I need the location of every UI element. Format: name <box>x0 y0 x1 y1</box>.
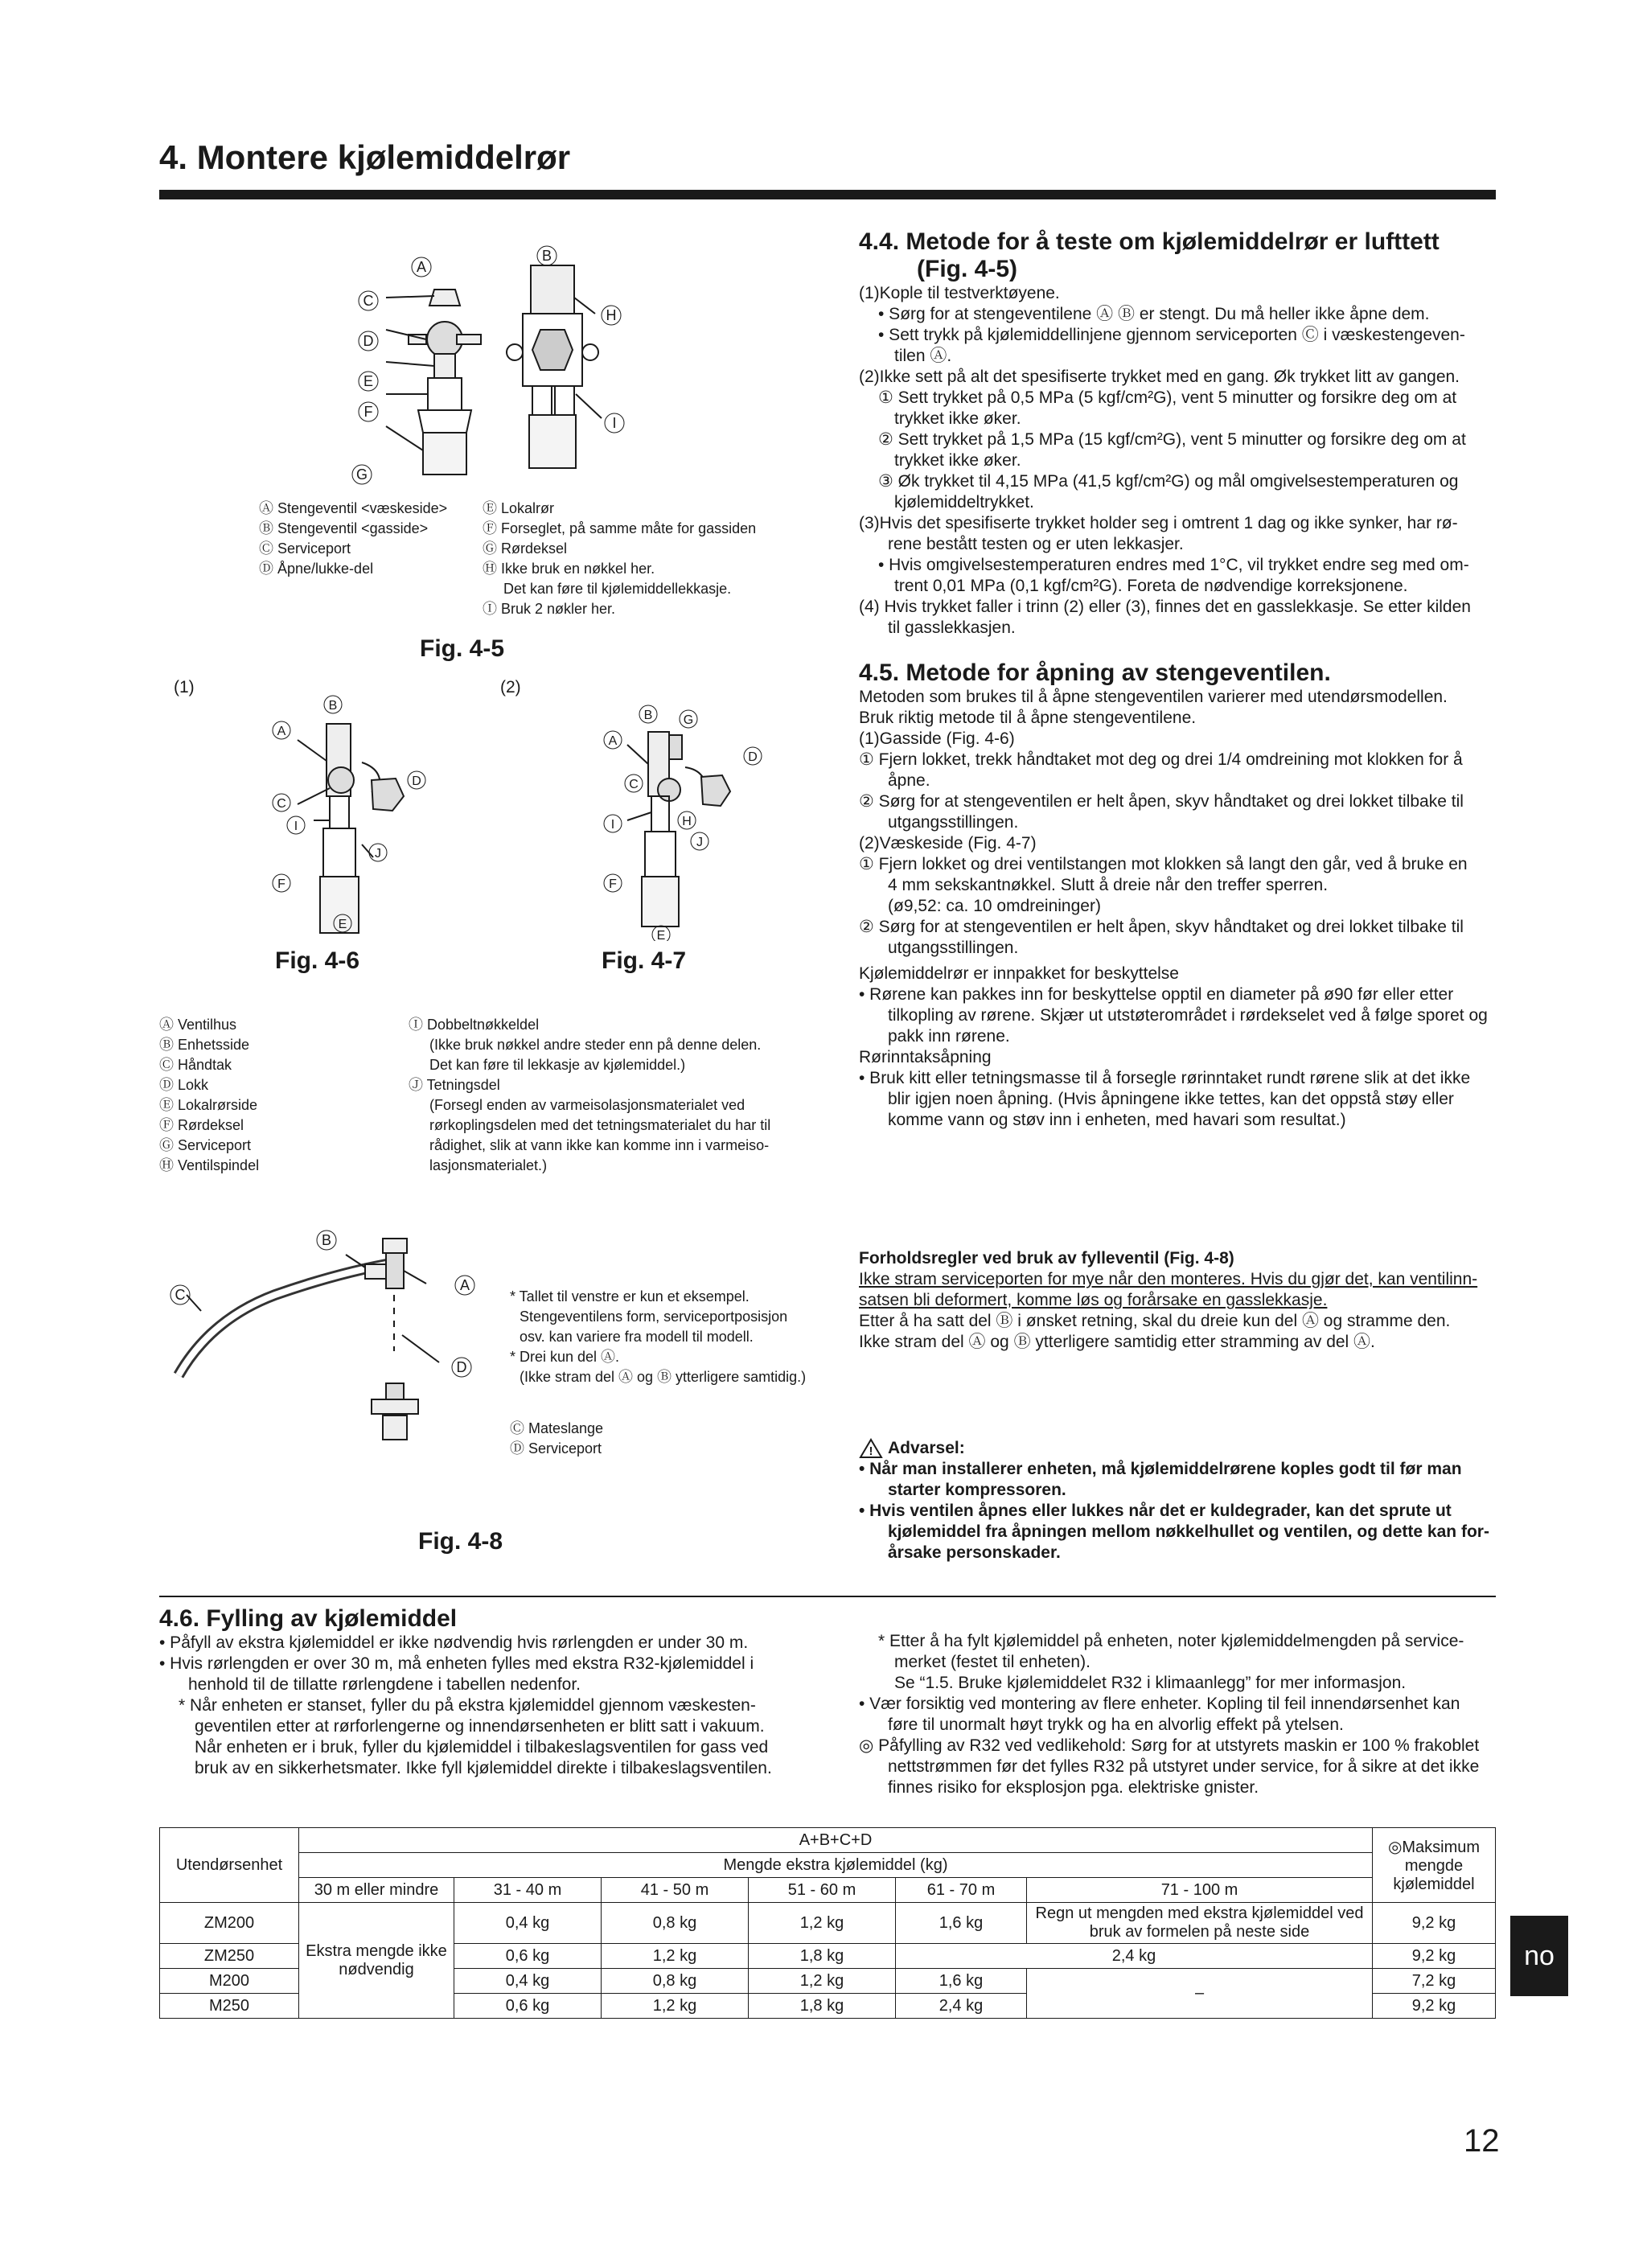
section-4-4-heading-fig: (Fig. 4-5) <box>917 256 1017 282</box>
cell-max: 9,2 kg <box>1373 1994 1496 2019</box>
text-line: starter kompressoren. <box>888 1481 1066 1499</box>
text-line: kjølemiddel fra åpningen mellom nøkkelhullet og ventilen, og dette kan for- <box>888 1522 1489 1541</box>
fig67-legend-left <box>159 1015 259 1176</box>
text-line: * Etter å ha fylt kjølemiddel på enheten, noter kjølemiddelmengden på service- <box>878 1632 1464 1650</box>
cell: 2,4 kg <box>896 1994 1027 2019</box>
refrigerant-table <box>159 1827 1496 2019</box>
fig48-notes <box>510 1287 832 1387</box>
th-range: 31 - 40 m <box>454 1878 602 1903</box>
fig45-label-a: A <box>416 259 427 275</box>
text-line: trykket ikke øker. <box>894 409 1021 428</box>
text-line: • Sett trykk på kjølemiddellinjene gjennom serviceporten Ⓒ i væskestengeven- <box>878 326 1465 344</box>
text-line: ② Sett trykket på 1,5 MPa (15 kgf/cm²G), vent 5 minutter og forsikre deg om at <box>878 430 1466 449</box>
fig48-legend <box>510 1419 603 1459</box>
fig45-caption: Fig. 4-5 <box>420 635 505 662</box>
th-unit: Utendørsenhet <box>160 1828 299 1903</box>
wrap-body <box>859 984 1505 1047</box>
caution-line: Ikke stram del Ⓐ og Ⓑ ytterligere samtidig etter stramming av del Ⓐ. <box>859 1333 1375 1351</box>
cell: 0,6 kg <box>454 1944 602 1969</box>
text-line: (2)Ikke sett på alt det spesifiserte trykket med en gang. Øk trykket litt av gangen. <box>859 368 1460 386</box>
fig-4-7-drawing <box>595 700 788 941</box>
text-line: 4 mm sekskantnøkkel. Slutt å dreie når den treffer sperren. <box>888 876 1329 894</box>
fig47-label-g: G <box>683 713 694 727</box>
section-4-4-body <box>859 283 1505 639</box>
cell-max: 9,2 kg <box>1373 1903 1496 1944</box>
note-line: * Drei kun del Ⓐ. <box>510 1349 620 1365</box>
warning-header <box>859 1438 1505 1459</box>
title-rule <box>159 190 1496 199</box>
fig45-label-f: F <box>363 404 373 420</box>
fig48-label-a: A <box>459 1277 470 1293</box>
text-line: trykket ikke øker. <box>894 451 1021 470</box>
legend-item: Ⓓ Lokk <box>159 1077 209 1093</box>
section-4-5 <box>859 659 1505 1131</box>
cell: 0,8 kg <box>602 1969 749 1994</box>
text-line: årsake personskader. <box>888 1543 1061 1562</box>
legend-item: Det kan føre til lekkasje av kjølemiddel.) <box>429 1057 686 1073</box>
page-title: 4. Montere kjølemiddelrør <box>159 138 571 176</box>
section-4-6-left-body <box>159 1633 819 1779</box>
cell: 1,2 kg <box>749 1969 896 1994</box>
svg-text:!: ! <box>869 1444 873 1458</box>
legend-item: Ⓒ Serviceport <box>259 540 351 557</box>
note-line: Stengeventilens form, serviceportposisjon <box>520 1309 788 1325</box>
text-line: finnes risiko for eksplosjon pga. elektriske gnister. <box>888 1778 1259 1797</box>
th-max: ◎Maksimum mengde kjølemiddel <box>1373 1828 1496 1903</box>
pipe-body <box>859 1068 1505 1131</box>
fig47-label-c: C <box>629 778 639 791</box>
fig45-label-e: E <box>363 373 374 389</box>
legend-item: Ⓕ Forseglet, på samme måte for gassiden <box>483 520 757 536</box>
fig46-label-j: J <box>375 847 381 861</box>
th-range: 61 - 70 m <box>896 1878 1027 1903</box>
cell: 1,6 kg <box>896 1969 1027 1994</box>
cell: 0,8 kg <box>602 1903 749 1944</box>
fig-4-6-drawing <box>257 684 466 941</box>
pipe-title: Rørinntaksåpning <box>859 1048 992 1066</box>
text-line: (4) Hvis trykket faller i trinn (2) eller (3), finnes det en gasslekkasje. Se etter kilden <box>859 598 1471 616</box>
fig46-label-a: A <box>277 725 286 738</box>
section-4-4 <box>859 228 1505 639</box>
section-4-5-heading: 4.5. Metode for åpning av stengeventilen. <box>859 659 1331 686</box>
fig48-caption: Fig. 4-8 <box>418 1528 503 1555</box>
text-line: ③ Øk trykket til 4,15 MPa (41,5 kgf/cm²G) og mål omgivelsestemperaturen og <box>878 472 1459 491</box>
fig48-label-b: B <box>321 1232 332 1248</box>
text-line: ② Sørg for at stengeventilen er helt åpen, skyv håndtaket og drei lokket tilbake til <box>859 918 1464 936</box>
text-line: åpne. <box>888 771 930 790</box>
text-line: nettstrømmen før det fylles R32 på utstyret under service, for å sikre at det ikke <box>888 1757 1480 1776</box>
legend-item: Ⓓ Serviceport <box>510 1440 602 1457</box>
section-4-4-heading: 4.4. Metode for å teste om kjølemiddelrør er lufttett <box>859 228 1440 255</box>
cell: 1,8 kg <box>749 1994 896 2019</box>
legend-item: lasjonsmaterialet.) <box>429 1157 548 1173</box>
text-line: • Hvis ventilen åpnes eller lukkes når det er kuldegrader, kan det sprute ut <box>859 1502 1452 1520</box>
legend-item: Ⓖ Serviceport <box>159 1137 252 1153</box>
text-line: * Når enheten er stanset, fyller du på ekstra kjølemiddel gjennom væskesten- <box>179 1696 756 1715</box>
legend-item: Ⓒ Håndtak <box>159 1057 232 1073</box>
text-line: (1)Gasside (Fig. 4-6) <box>859 729 1015 748</box>
note-line: * Tallet til venstre er kun et eksempel. <box>510 1288 750 1305</box>
fig47-label-d: D <box>748 750 758 764</box>
caution-block <box>859 1248 1505 1353</box>
fig46-caption: Fig. 4-6 <box>275 947 360 974</box>
legend-item: Ⓑ Enhetsside <box>159 1037 250 1053</box>
cell: 0,6 kg <box>454 1994 602 2019</box>
text-line: Metoden som brukes til å åpne stengeventilen varierer med utendørsmodellen. <box>859 688 1448 706</box>
fig45-label-d: D <box>363 333 374 349</box>
cell-formula: Regn ut mengden med ekstra kjølemiddel ved bruk av formelen på neste side <box>1027 1903 1373 1944</box>
cell-no-need: Ekstra mengde ikke nødvendig <box>299 1903 454 2019</box>
fig46-label-d: D <box>412 774 421 788</box>
caution-underlined-2: satsen bli deformert, komme løs og forårsake en gasslekkasje. <box>859 1291 1328 1309</box>
text-line: trent 0,01 MPa (0,1 kgf/cm²G). Foreta de nødvendige korreksjonene. <box>894 577 1408 595</box>
fig46-label-i: I <box>294 820 298 833</box>
legend-item: Ⓗ Ventilspindel <box>159 1157 260 1173</box>
legend-item: Ⓙ Tetningsdel <box>409 1077 500 1093</box>
cell-unit: ZM200 <box>160 1903 299 1944</box>
text-line: komme vann og støv inn i enheten, med havari som resultat.) <box>888 1111 1346 1129</box>
cell-unit: ZM250 <box>160 1944 299 1969</box>
fig48-label-d: D <box>456 1359 467 1375</box>
cell: 1,2 kg <box>602 1944 749 1969</box>
fig46-label-b: B <box>328 699 338 713</box>
cell-dash: – <box>1027 1969 1373 2019</box>
text-line: • Rørene kan pakkes inn for beskyttelse opptil en diameter på ø90 før eller etter <box>859 985 1454 1004</box>
fig48-label-c: C <box>175 1287 186 1303</box>
fig45-label-g: G <box>355 466 368 483</box>
legend-item: (Forsegl enden av varmeisolasjonsmaterialet ved <box>429 1097 745 1113</box>
table-header-row <box>160 1853 1496 1878</box>
warning-body <box>859 1459 1505 1563</box>
text-line: (1)Kople til testverktøyene. <box>859 284 1060 302</box>
cell: 1,6 kg <box>896 1903 1027 1944</box>
language-tab: no <box>1510 1916 1568 1996</box>
cell: 2,4 kg <box>896 1944 1373 1969</box>
cell-max: 7,2 kg <box>1373 1969 1496 1994</box>
table-row <box>160 1903 1496 1944</box>
cell: 0,4 kg <box>454 1969 602 1994</box>
text-line: (2)Væskeside (Fig. 4-7) <box>859 834 1037 853</box>
text-line: bruk av en sikkerhetsmater. Ikke fyll kjølemiddel direkte i tilbakeslagsventilen. <box>195 1759 772 1777</box>
text-line: føre til unormalt høyt trykk og ha en alvorlig effekt på ytelsen. <box>888 1715 1344 1734</box>
text-line: ① Sett trykket på 0,5 MPa (5 kgf/cm²G), vent 5 minutter og forsikre deg om at <box>878 388 1457 407</box>
text-line: ① Fjern lokket og drei ventilstangen mot klokken så langt den går, ved å bruke en <box>859 855 1468 873</box>
text-line: • Hvis rørlengden er over 30 m, må enheten fylles med ekstra R32-kjølemiddel i <box>159 1654 754 1673</box>
fig45-label-i: I <box>612 415 617 431</box>
cell: 1,2 kg <box>602 1994 749 2019</box>
fig45-label-b: B <box>541 248 552 264</box>
text-line: merket (festet til enheten). <box>894 1653 1090 1671</box>
section-4-5-body <box>859 687 1505 959</box>
cell-unit: M200 <box>160 1969 299 1994</box>
legend-item: Ⓕ Rørdeksel <box>159 1117 244 1133</box>
text-line: ① Fjern lokket, trekk håndtaket mot deg og drei 1/4 omdreining mot klokken for å <box>859 750 1463 769</box>
warning-title: Advarsel: <box>888 1439 965 1457</box>
legend-item: Ⓓ Åpne/lukke-del <box>259 561 374 577</box>
legend-item: Ⓐ Ventilhus <box>159 1017 237 1033</box>
legend-item: Ⓒ Mateslange <box>510 1420 604 1436</box>
fig-4-5-drawing <box>241 233 659 499</box>
fig46-num: (1) <box>174 678 195 696</box>
text-line: til gasslekkasjen. <box>888 618 1016 637</box>
legend-item: Det kan føre til kjølemiddellekkasje. <box>503 581 732 597</box>
table-header-row <box>160 1878 1496 1903</box>
fig46-label-c: C <box>277 797 286 811</box>
fig45-label-c: C <box>363 293 374 309</box>
fig47-label-a: A <box>608 734 618 748</box>
text-line: blir igjen noen åpning. (Hvis åpningene ikke tettes, kan det oppstå støy eller <box>888 1090 1454 1108</box>
text-line: henhold til de tillatte rørlengdene i tabellen nedenfor. <box>188 1675 581 1694</box>
fig47-label-h: H <box>682 815 692 828</box>
cell: 1,2 kg <box>749 1903 896 1944</box>
fig47-label-i: I <box>610 818 615 832</box>
th-extra: Mengde ekstra kjølemiddel (kg) <box>299 1853 1373 1878</box>
legend-item: Ⓔ Lokalrørside <box>159 1097 258 1113</box>
fig47-label-b: B <box>643 709 653 722</box>
warning-icon <box>859 1438 883 1459</box>
cell-max: 9,2 kg <box>1373 1944 1496 1969</box>
legend-item: rådighet, slik at vann ikke kan komme inn i varmeiso- <box>429 1137 770 1153</box>
fig47-label-e: E <box>656 929 666 941</box>
text-line: tilen Ⓐ. <box>894 347 952 365</box>
text-line: kjølemiddeltrykket. <box>894 493 1034 512</box>
text-line: ② Sørg for at stengeventilen er helt åpen, skyv håndtaket og drei lokket tilbake til <box>859 792 1464 811</box>
text-line: (3)Hvis det spesifiserte trykket holder seg i omtrent 1 dag og ikke synker, har rø- <box>859 514 1458 532</box>
fig45-legend-right <box>483 499 756 619</box>
section-4-6-right-body <box>859 1631 1505 1798</box>
legend-item: Ⓘ Dobbeltnøkkeldel <box>409 1017 540 1033</box>
fig47-caption: Fig. 4-7 <box>602 947 687 974</box>
text-line: Bruk riktig metode til å åpne stengeventilene. <box>859 709 1197 727</box>
fig47-num: (2) <box>500 678 521 696</box>
legend-item: Ⓑ Stengeventil <gasside> <box>259 520 429 536</box>
table-header-row <box>160 1828 1496 1853</box>
cell: 1,8 kg <box>749 1944 896 1969</box>
fig47-label-f: F <box>609 877 617 891</box>
th-range: 71 - 100 m <box>1027 1878 1373 1903</box>
text-line: ◎ Påfylling av R32 ved vedlikehold: Sørg for at utstyrets maskin er 100 % frakoblet <box>859 1736 1480 1755</box>
text-line: • Når man installerer enheten, må kjølemiddelrørene koples godt til før man <box>859 1460 1462 1478</box>
fig45-legend-left <box>259 499 447 579</box>
caution-title: Forholdsregler ved bruk av fylleventil (Fig. 4-8) <box>859 1249 1234 1268</box>
th-range: 41 - 50 m <box>602 1878 749 1903</box>
fig45-label-h: H <box>606 307 617 323</box>
legend-item: Ⓗ Ikke bruk en nøkkel her. <box>483 561 655 577</box>
page-number: 12 <box>1464 2123 1500 2159</box>
fig-4-8-drawing <box>161 1214 507 1480</box>
text-line: • Sørg for at stengeventilene Ⓐ Ⓑ er stengt. Du må heller ikke åpne dem. <box>878 305 1430 323</box>
cell: 0,4 kg <box>454 1903 602 1944</box>
text-line: • Bruk kitt eller tetningsmasse til å forsegle rørinntaket rundt rørene slik at det ikke <box>859 1069 1471 1087</box>
th-range: 30 m eller mindre <box>299 1878 454 1903</box>
th-abcd: A+B+C+D <box>299 1828 1373 1853</box>
text-line: pakk inn rørene. <box>888 1027 1010 1046</box>
text-line: Se “1.5. Bruke kjølemiddelet R32 i klimaanlegg” for mer informasjon. <box>894 1674 1407 1692</box>
wrap-title: Kjølemiddelrør er innpakket for beskyttelse <box>859 964 1179 983</box>
legend-item: Ⓔ Lokalrør <box>483 500 555 516</box>
legend-item: Ⓐ Stengeventil <væskeside> <box>259 500 448 516</box>
text-line: rene bestått testen og er uten lekkasjer. <box>888 535 1184 553</box>
note-line: (Ikke stram del Ⓐ og Ⓑ ytterligere samtidig.) <box>520 1369 807 1385</box>
legend-item: rørkoplingsdelen med det tetningsmaterialet du har til <box>429 1117 771 1133</box>
text-line: utgangsstillingen. <box>888 813 1019 832</box>
section-divider <box>159 1596 1496 1597</box>
text-line: (ø9,52: ca. 10 omdreininger) <box>888 897 1101 915</box>
th-range: 51 - 60 m <box>749 1878 896 1903</box>
legend-item: Ⓖ Rørdeksel <box>483 540 568 557</box>
section-4-6 <box>159 1605 819 1779</box>
note-line: osv. kan variere fra modell til modell. <box>520 1329 754 1345</box>
text-line: utgangsstillingen. <box>888 939 1019 957</box>
text-line: • Hvis omgivelsestemperaturen endres med 1°C, vil trykket endre seg med om- <box>878 556 1469 574</box>
fig46-label-e: E <box>338 918 347 931</box>
legend-item: (Ikke bruk nøkkel andre steder enn på denne delen. <box>429 1037 762 1053</box>
text-line: geventilen etter at rørforlengerne og innendørsenheten er blitt satt i vakuum. <box>195 1717 765 1736</box>
text-line: • Vær forsiktig ved montering av flere enheter. Kopling til feil innendørsenhet kan <box>859 1695 1460 1713</box>
fig47-label-j: J <box>696 836 703 849</box>
text-line: Når enheten er i bruk, fyller du kjølemiddel i tilbakeslagsventilen for gass ved <box>195 1738 769 1756</box>
section-4-6-heading: 4.6. Fylling av kjølemiddel <box>159 1605 458 1632</box>
caution-line: Etter å ha satt del Ⓑ i ønsket retning, skal du dreie kun del Ⓐ og stramme den. <box>859 1312 1451 1330</box>
fig67-legend-right <box>409 1015 795 1176</box>
warning-block <box>859 1438 1505 1563</box>
text-line: • Påfyll av ekstra kjølemiddel er ikke nødvendig hvis rørlengden er under 30 m. <box>159 1633 749 1652</box>
legend-item: Ⓘ Bruk 2 nøkler her. <box>483 601 616 617</box>
fig46-label-f: F <box>277 877 285 891</box>
caution-underlined-1: Ikke stram serviceporten for mye når den monteres. Hvis du gjør det, kan ventilinn- <box>859 1270 1478 1288</box>
text-line: tilkopling av rørene. Skjær ut utstøterområdet i rørdekselet ved å følge sporet og <box>888 1006 1488 1025</box>
cell-unit: M250 <box>160 1994 299 2019</box>
